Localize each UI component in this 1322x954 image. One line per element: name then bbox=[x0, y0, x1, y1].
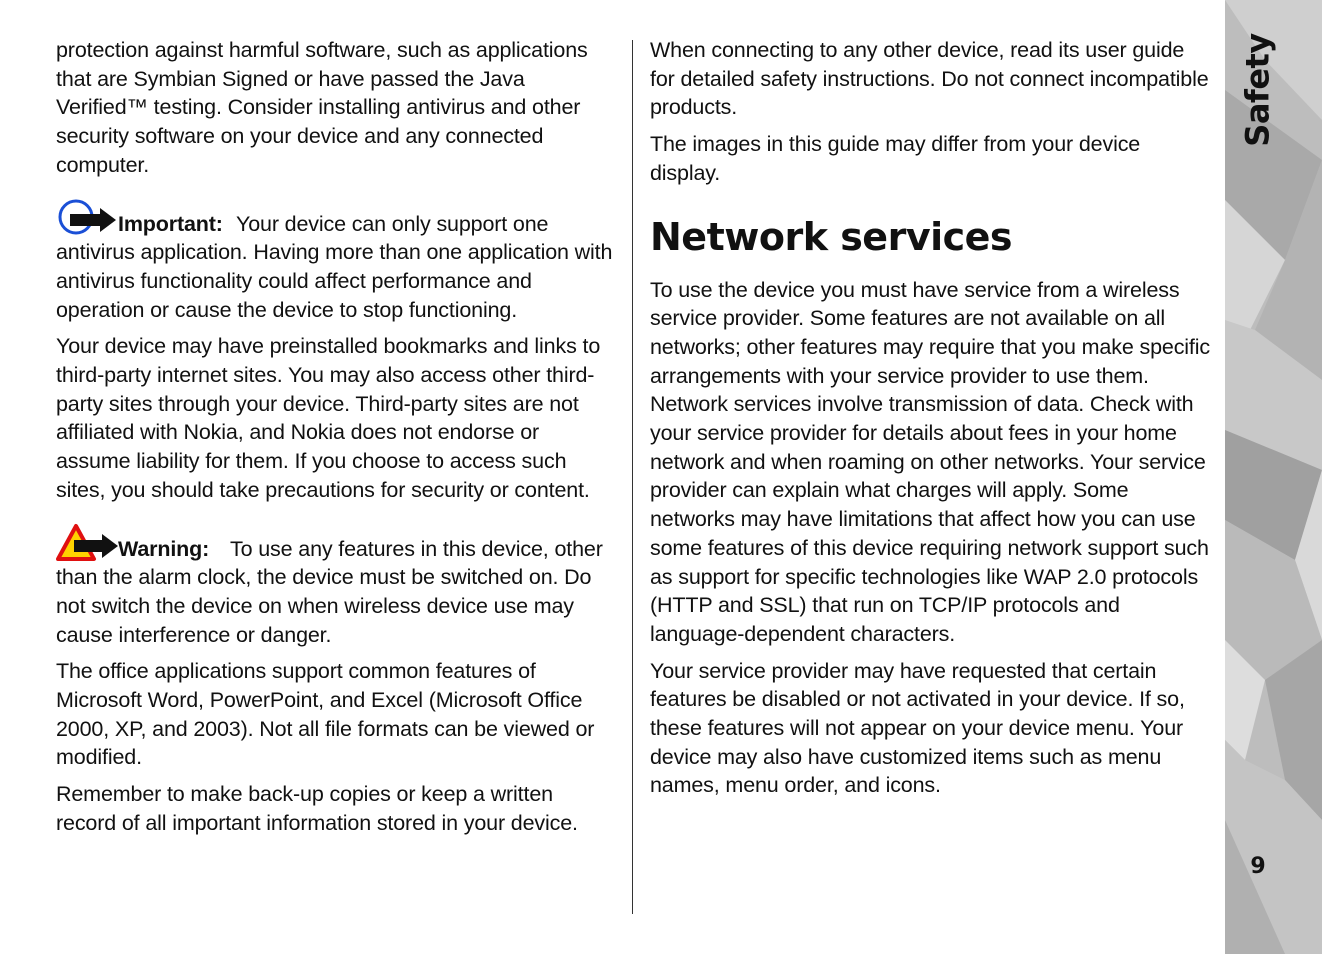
paragraph-third-party: Your device may have preinstalled bookmarks and links to third-party internet sites. You may also access other third-party sites through your device. Third-party sites are not affiliated with Nokia, and Nokia does not endorse or assume liability for them. If you choose to access such sites, you should take precautions for security or content. bbox=[56, 334, 601, 502]
left-column bbox=[56, 36, 618, 846]
chapter-title bbox=[1238, 33, 1278, 147]
paragraph-connecting: When connecting to any other device, read its user guide for detailed safety instructions. Do not connect incompatible products. bbox=[650, 38, 1209, 120]
section-title: Network services bbox=[650, 214, 1013, 259]
important-label: Important: bbox=[118, 211, 223, 236]
warning-triangle-icon bbox=[56, 523, 118, 563]
paragraph-images: The images in this guide may differ from your device display. bbox=[650, 132, 1141, 185]
paragraph-backup: Remember to make back-up copies or keep a written record of all important information stored in your device. bbox=[56, 782, 578, 835]
right-column bbox=[650, 36, 1212, 808]
warning-notice bbox=[56, 523, 618, 650]
warning-text: To use any features in this device, other than the alarm clock, the device must be switched on. Do not switch the device on when wireless device use may cause interference or danger. bbox=[56, 536, 603, 647]
column-divider bbox=[632, 40, 633, 914]
paragraph-network-services: To use the device you must have service from a wireless service provider. Some features are not available on all networks; other features may require that you make specific arrangements with your service provider to use them. Network services involve transmission of data. Check with your service provider for details about fees in your home network and when roaming on other networks. Your service provider can explain what charges will apply. Some networks may have limitations that affect how you can use some features of this device requiring network support such as support for specific technologies like WAP 2.0 protocols (HTTP and SSL) that run on TCP/IP protocols and language-dependent characters. bbox=[650, 277, 1210, 646]
important-text: Your device can only support one antivirus application. Having more than one application with antivirus functionality could affect performance and operation or cause the device to stop functioning. bbox=[56, 211, 613, 322]
paragraph-office-apps: The office applications support common features of Microsoft Word, PowerPoint, and Excel (Microsoft Office 2000, XP, and 2003). Not all file formats can be viewed or modified. bbox=[56, 659, 595, 770]
chapter-title-text: Safety bbox=[1239, 33, 1278, 147]
paragraph-protection: protection against harmful software, such as applications that are Symbian Signed or have passed the Java Verified™ testing. Consider installing antivirus and other security software on your device and any connected computer. bbox=[56, 38, 588, 177]
page-number: 9 bbox=[1250, 854, 1266, 879]
warning-label: Warning: bbox=[118, 536, 210, 561]
important-info-icon bbox=[56, 198, 118, 238]
important-notice bbox=[56, 198, 618, 325]
paragraph-service-provider: Your service provider may have requested that certain features be disabled or not activated in your device. If so, these features will not appear on your device menu. Your device may also have customized items such as menu names, menu order, and icons. bbox=[650, 658, 1185, 798]
